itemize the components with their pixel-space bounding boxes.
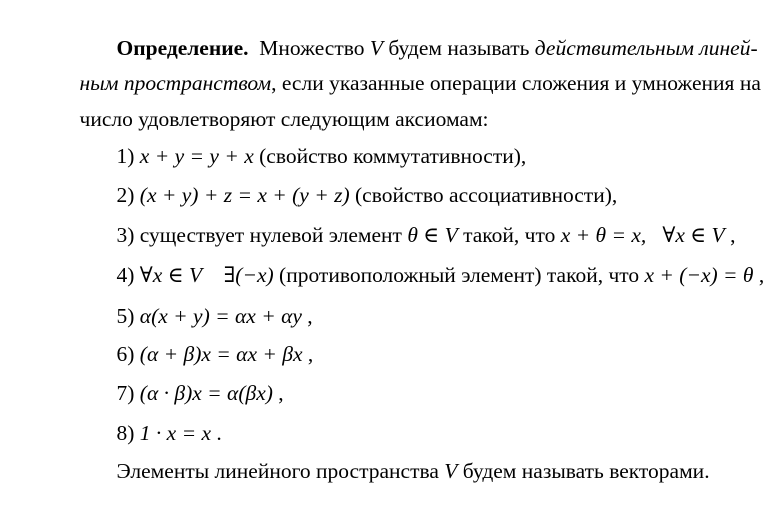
- axiom-number: 7): [116, 381, 135, 405]
- axiom-number: 6): [116, 342, 135, 366]
- axiom-number: 3): [116, 223, 135, 247]
- axiom-number: 2): [116, 183, 135, 207]
- axiom-formula: x + (−x) = θ: [644, 263, 754, 287]
- axiom-text: ,: [302, 342, 314, 366]
- axiom-formula: x + y = y + x: [139, 144, 254, 168]
- axiom-text: ,: [301, 304, 313, 328]
- closing-line: [95, 432, 710, 510]
- definition-term: действительным линей-: [534, 36, 758, 60]
- axiom-number: 8): [116, 421, 135, 445]
- definition-text: , если указанные операции сложения и умножения на: [271, 71, 761, 95]
- axiom-formula: x + θ = x, ∀x ∈ V: [560, 223, 725, 247]
- definition-text: Множество: [259, 36, 370, 60]
- axiom-text: ,: [753, 263, 765, 287]
- axiom-number: 4): [116, 263, 135, 287]
- axiom-note: (свойство коммутативности),: [253, 144, 527, 168]
- axiom-note: (свойство ассоциативности),: [349, 183, 618, 207]
- definition-term: ным пространством: [79, 71, 272, 95]
- axiom-text: такой, что: [457, 223, 561, 247]
- definition-heading: Определение.: [116, 36, 249, 60]
- axiom-text: существует нулевой элемент: [134, 223, 408, 247]
- axiom-formula: ∃(−x): [223, 263, 274, 287]
- axiom-formula: (α · β)x = α(βx): [139, 381, 273, 405]
- axiom-formula: ∀x ∈ V: [139, 263, 203, 287]
- axiom-formula: θ ∈ V: [407, 223, 458, 247]
- axiom-number: 1): [116, 144, 135, 168]
- axiom-number: 5): [116, 304, 135, 328]
- space-symbol: V: [369, 36, 383, 60]
- axiom-text: (противоположный элемент) такой, что: [273, 263, 645, 287]
- axiom-formula: 1 · x = x: [139, 421, 212, 445]
- closing-text: Элементы линейного пространства: [116, 459, 445, 483]
- closing-text: будем называть векторами.: [457, 459, 710, 483]
- axiom-formula: α(x + y) = αx + αy: [139, 304, 302, 328]
- definition-text: число удовлетворяют следующим аксиомам:: [79, 107, 489, 131]
- axiom-text: .: [211, 421, 222, 445]
- space-symbol: V: [444, 459, 458, 483]
- definition-text: будем называть: [383, 36, 535, 60]
- axiom-formula: (α + β)x = αx + βx: [139, 342, 303, 366]
- axiom-text: ,: [272, 381, 284, 405]
- axiom-text: ,: [724, 223, 736, 247]
- axiom-formula: (x + y) + z = x + (y + z): [139, 183, 350, 207]
